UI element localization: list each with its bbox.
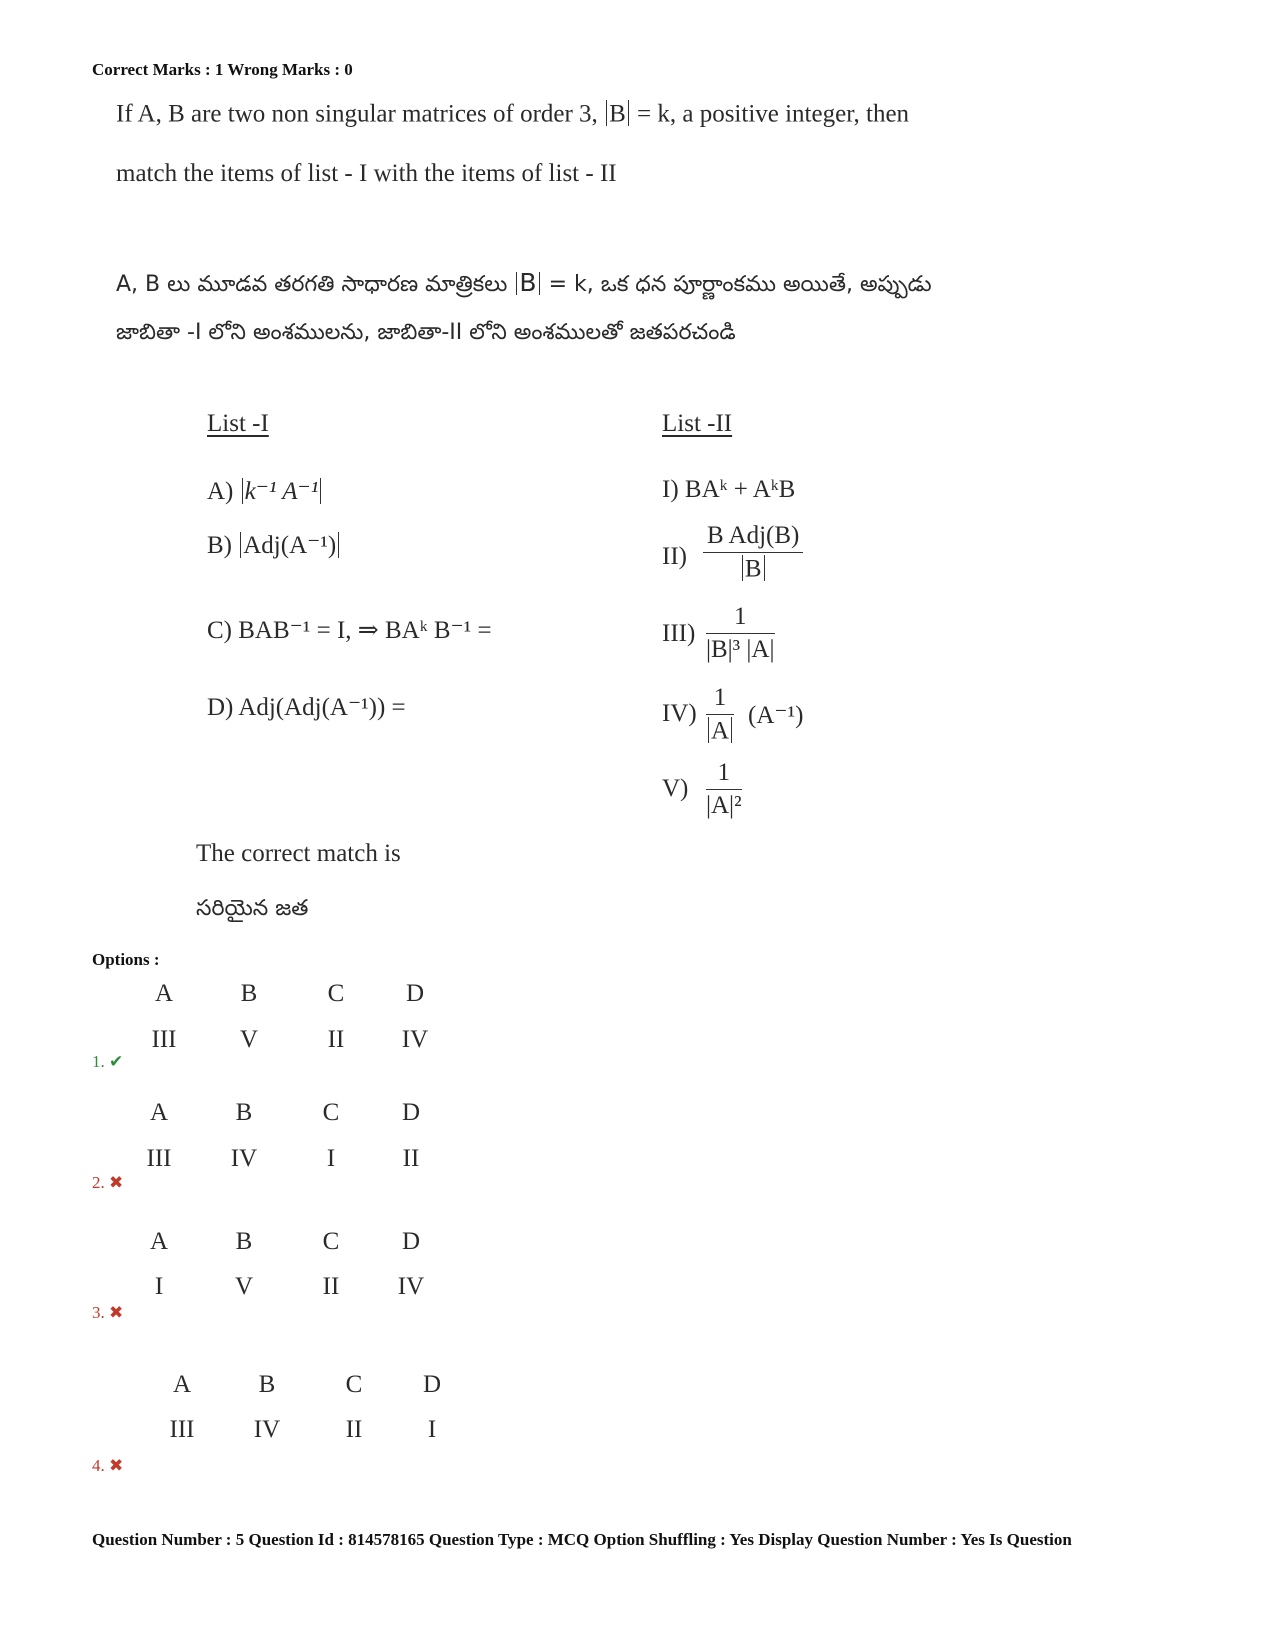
option-4-head-a: A <box>172 1371 192 1398</box>
option-4-val-b: IV <box>253 1416 281 1443</box>
question-te-line2: జాబితా -I లోని అంశములను, జాబితా-II లోని అంశములతో జతపరచండి <box>116 320 736 345</box>
option-2-val-d: II <box>402 1145 420 1172</box>
option-3-number: 3. ✖ <box>92 1303 124 1322</box>
question-en-line2: match the items of list - I with the items of list - II <box>116 160 617 187</box>
list1-title: List -I <box>207 410 269 437</box>
list2-item-iv-frac <box>706 684 734 745</box>
option-3-val-c: II <box>322 1273 340 1300</box>
list1-item-b-expr: Adj(A⁻¹) <box>243 532 337 559</box>
question-te-det-b: B <box>519 268 537 297</box>
list1-item-d: D) Adj(Adj(A⁻¹)) = <box>207 694 406 721</box>
option-2-head-c: C <box>322 1099 340 1126</box>
option-1-head-c: C <box>327 980 345 1007</box>
list1-item-c-expr: BAB⁻¹ = I, ⇒ BAᵏ B⁻¹ = <box>238 617 492 644</box>
list2-item-ii-frac <box>703 522 803 583</box>
list1-item-b: B) Adj(A⁻¹) <box>207 530 341 560</box>
option-4-head-c: C <box>345 1371 363 1398</box>
option-2-head-a: A <box>149 1099 169 1126</box>
option-1-val-d: IV <box>401 1026 429 1053</box>
list1-item-c: C) BAB⁻¹ = I, ⇒ BAᵏ B⁻¹ = <box>207 617 492 644</box>
list2-item-v-num: 1 <box>706 759 742 790</box>
question-en-line1-post: = k, a positive integer, then <box>637 100 910 128</box>
question-te-line1-post: = k, ఒక ధన పూర్ణాంకము అయితే, అప్పుడు <box>548 272 932 297</box>
list2-item-v-frac <box>706 759 742 820</box>
list2-item-iii-den: |B|³ |A| <box>706 636 775 663</box>
list2-item-iii-frac <box>706 603 775 664</box>
option-1-head-b: B <box>240 980 258 1007</box>
list1-item-a-expr: k⁻¹ A⁻¹ <box>244 478 319 505</box>
option-2-number: 2. ✖ <box>92 1173 124 1192</box>
option-4-val-a: III <box>169 1416 195 1443</box>
options-label: Options : <box>92 950 160 969</box>
option-3-head-d: D <box>401 1228 421 1255</box>
option-2-head-d: D <box>401 1099 421 1126</box>
option-2-val-c: I <box>326 1145 336 1172</box>
list2-item-iii-num: 1 <box>706 603 775 634</box>
list2-item-iv-label: IV) <box>662 700 697 727</box>
question-en-det-b: B <box>609 100 626 128</box>
list2-item-i-expr: BAᵏ + AᵏB <box>684 476 796 503</box>
option-2-val-a: III <box>146 1145 172 1172</box>
option-4-head-b: B <box>258 1371 276 1398</box>
question-te-line1 <box>116 268 932 302</box>
list2-item-iv-num: 1 <box>706 684 734 715</box>
option-4-head-d: D <box>422 1371 442 1398</box>
list2-title: List -II <box>662 410 733 437</box>
option-3-val-b: V <box>234 1273 254 1300</box>
list2-item-iv-den: A <box>711 717 730 745</box>
list2-item-ii-label: II) <box>662 543 687 570</box>
list2-item-v-den: |A|² <box>706 792 742 819</box>
list2-item-ii-den: B <box>744 555 762 583</box>
cross-icon: ✖ <box>109 1456 124 1475</box>
question-en-line1-pre: If A, B are two non singular matrices of order 3, <box>116 100 598 128</box>
option-1-head-d: D <box>405 980 425 1007</box>
marks-header: Correct Marks : 1 Wrong Marks : 0 <box>92 60 353 79</box>
list2-item-ii-num: B Adj(B) <box>703 522 803 553</box>
question-en-line1 <box>116 100 909 128</box>
option-3-head-c: C <box>322 1228 340 1255</box>
list2-item-iii-label: III) <box>662 620 696 647</box>
question-meta-footer: Question Number : 5 Question Id : 814578165 Question Type : MCQ Option Shuffling : Yes Display Question Number : Yes Is Question <box>92 1530 1072 1549</box>
option-3-head-a: A <box>149 1228 169 1255</box>
list1-item-a: A) k⁻¹ A⁻¹ <box>207 476 323 506</box>
option-1-head-a: A <box>154 980 174 1007</box>
option-3-val-a: I <box>154 1273 164 1300</box>
list2-item-v-label: V) <box>662 775 689 802</box>
option-3-head-b: B <box>235 1228 253 1255</box>
option-4-number: 4. ✖ <box>92 1456 124 1475</box>
list2-item-iv-tail: (A⁻¹) <box>748 702 804 729</box>
option-1-val-a: III <box>151 1026 177 1053</box>
option-1-val-c: II <box>327 1026 345 1053</box>
option-1-number: 1. ✔ <box>92 1052 124 1071</box>
prompt-te: సరియైన జత <box>196 896 309 921</box>
check-icon: ✔ <box>109 1052 124 1071</box>
prompt-en: The correct match is <box>196 840 401 867</box>
option-1-val-b: V <box>239 1026 259 1053</box>
option-2-val-b: IV <box>230 1145 258 1172</box>
option-4-val-c: II <box>345 1416 363 1443</box>
list2-item-i: I) BAᵏ + AᵏB <box>662 476 796 503</box>
option-2-head-b: B <box>235 1099 253 1126</box>
option-4-val-d: I <box>427 1416 437 1443</box>
option-3-val-d: IV <box>397 1273 425 1300</box>
cross-icon: ✖ <box>109 1173 124 1192</box>
cross-icon: ✖ <box>109 1303 124 1322</box>
list1-item-d-expr: Adj(Adj(A⁻¹)) = <box>238 694 406 721</box>
question-te-line1-pre: A, B లు మూడవ తరగతి సాధారణ మాత్రికలు <box>116 272 508 297</box>
